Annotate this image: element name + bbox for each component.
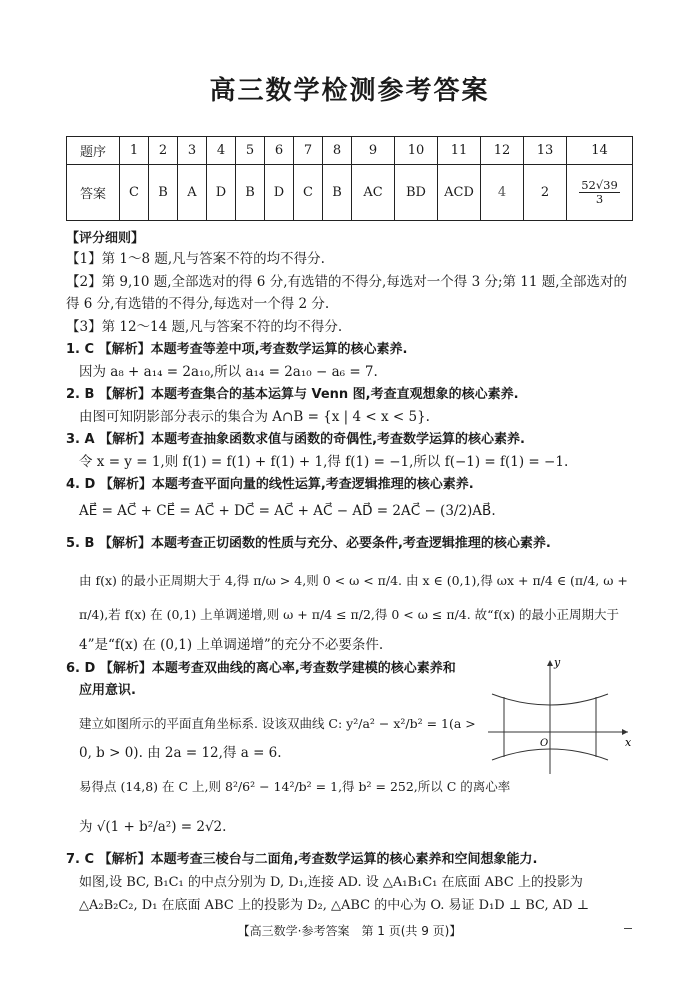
text-line: 建立如图所示的平面直角坐标系. 设该双曲线 C: y²/a² − x²/b² = 1(a >	[79, 716, 476, 731]
row-header-answer: 答案	[67, 165, 120, 221]
x-axis-label: x	[625, 736, 632, 749]
answer-cell: A	[178, 165, 207, 221]
text-line: 得 6 分,有选错的不得分,每选对一个得 2 分.	[66, 296, 330, 312]
question-number: 1	[120, 137, 149, 165]
question-number: 14	[567, 137, 633, 165]
hyperbola-figure	[484, 656, 634, 776]
answer-cell: D	[265, 165, 294, 221]
answer-cell: B	[149, 165, 178, 221]
answer-cell: BD	[395, 165, 438, 221]
question-heading: 1. C 【解析】本题考查等差中项,考查数学运算的核心素养.	[66, 342, 408, 357]
text-line: 因为 a₈ + a₁₄ = 2a₁₀,所以 a₁₄ = 2a₁₀ − a₆ = 7.	[79, 364, 378, 380]
question-heading-continued: 应用意识.	[79, 683, 136, 698]
answer-row	[67, 165, 633, 221]
question-number: 6	[265, 137, 294, 165]
answer-cell-fraction	[567, 165, 633, 221]
text-line: 易得点 (14,8) 在 C 上,则 8²/6² − 14²/b² = 1,得 b² = 252,所以 C 的离心率	[79, 779, 511, 794]
text-line: 由 f(x) 的最小正周期大于 4,得 π/ω > 4,则 0 < ω < π/4. 由 x ∈ (0,1),得 ωx + π/4 ∈ (π/4, ω +	[79, 573, 628, 588]
answer-cell: B	[236, 165, 265, 221]
answer-cell: 2	[524, 165, 567, 221]
y-axis-arrow-icon	[547, 660, 553, 666]
text-line: 4”是“f(x) 在 (0,1) 上单调递增”的充分不必要条件.	[79, 637, 384, 653]
question-number: 5	[236, 137, 265, 165]
answer-cell: 4	[481, 165, 524, 221]
question-heading: 4. D 【解析】本题考查平面向量的线性运算,考查逻辑推理的核心素养.	[66, 477, 474, 492]
question-number: 8	[323, 137, 352, 165]
text-line: AE⃗ = AC⃗ + CE⃗ = AC⃗ + DC⃗ = AC⃗ + AC⃗ − AD⃗ = 2AC⃗ − (3/2)AB⃗.	[79, 503, 496, 519]
question-number: 12	[481, 137, 524, 165]
question-number: 2	[149, 137, 178, 165]
section-heading: 【评分细则】	[66, 231, 145, 246]
question-number: 11	[438, 137, 481, 165]
answer-cell: B	[323, 165, 352, 221]
answer-cell: AC	[352, 165, 395, 221]
x-axis-arrow-icon	[622, 729, 628, 735]
question-number: 4	[207, 137, 236, 165]
text-line: 0, b > 0). 由 2a = 12,得 a = 6.	[79, 745, 282, 761]
answer-cell: C	[120, 165, 149, 221]
question-heading: 2. B 【解析】本题考查集合的基本运算与 Venn 图,考查直观想象的核心素养.	[66, 387, 519, 402]
answer-cell: C	[294, 165, 323, 221]
fraction-denominator: 3	[595, 192, 604, 206]
fraction-numerator: 52√39	[581, 178, 618, 192]
question-number: 9	[352, 137, 395, 165]
y-axis-label: y	[554, 656, 561, 669]
text-line: 【3】第 12～14 题,凡与答案不符的均不得分.	[66, 319, 343, 335]
question-number: 3	[178, 137, 207, 165]
question-number-row	[67, 137, 633, 165]
answer-cell: D	[207, 165, 236, 221]
answer-table	[66, 136, 633, 221]
text-line: △A₂B₂C₂, D₁ 在底面 ABC 上的投影为 D₂, △ABC 的中心为 O. 易证 D₁D ⊥ BC, AD ⊥	[79, 898, 589, 913]
question-number: 10	[395, 137, 438, 165]
text-line: 【1】第 1～8 题,凡与答案不符的均不得分.	[66, 251, 325, 267]
question-number: 7	[294, 137, 323, 165]
text-line: 【2】第 9,10 题,全部选对的得 6 分,有选错的不得分,每选对一个得 3 分;第 11 题,全部选对的	[66, 274, 628, 290]
question-heading: 6. D 【解析】本题考查双曲线的离心率,考查数学建模的核心素养和	[66, 661, 456, 676]
fraction	[579, 179, 620, 206]
text-line: 为 √(1 + b²/a²) = 2√2.	[79, 819, 227, 835]
row-header-number: 题序	[67, 137, 120, 165]
page-footer: 【高三数学·参考答案 第 1 页(共 9 页)】	[237, 924, 462, 938]
corner-mark	[624, 928, 632, 929]
question-heading: 3. A 【解析】本题考查抽象函数求值与函数的奇偶性,考查数学运算的核心素养.	[66, 432, 525, 447]
origin-label: O	[540, 738, 549, 749]
text-line: 如图,设 BC, B₁C₁ 的中点分别为 D, D₁,连接 AD. 设 △A₁B₁C₁ 在底面 ABC 上的投影为	[79, 875, 583, 890]
question-heading: 5. B 【解析】本题考查正切函数的性质与充分、必要条件,考查逻辑推理的核心素养.	[66, 536, 551, 551]
text-line: 令 x = y = 1,则 f(1) = f(1) + f(1) + 1,得 f(1) = −1,所以 f(−1) = f(1) = −1.	[79, 454, 569, 470]
question-number: 13	[524, 137, 567, 165]
text-line: 由图可知阴影部分表示的集合为 A∩B = {x | 4 < x < 5}.	[79, 409, 430, 425]
answer-cell: ACD	[438, 165, 481, 221]
page-title: 高三数学检测参考答案	[209, 76, 490, 106]
question-heading: 7. C 【解析】本题考查三棱台与二面角,考查数学运算的核心素养和空间想象能力.	[66, 852, 538, 867]
text-line: π/4),若 f(x) 在 (0,1) 上单调递增,则 ω + π/4 ≤ π/2,得 0 < ω ≤ π/4. 故“f(x) 的最小正周期大于	[79, 607, 619, 622]
